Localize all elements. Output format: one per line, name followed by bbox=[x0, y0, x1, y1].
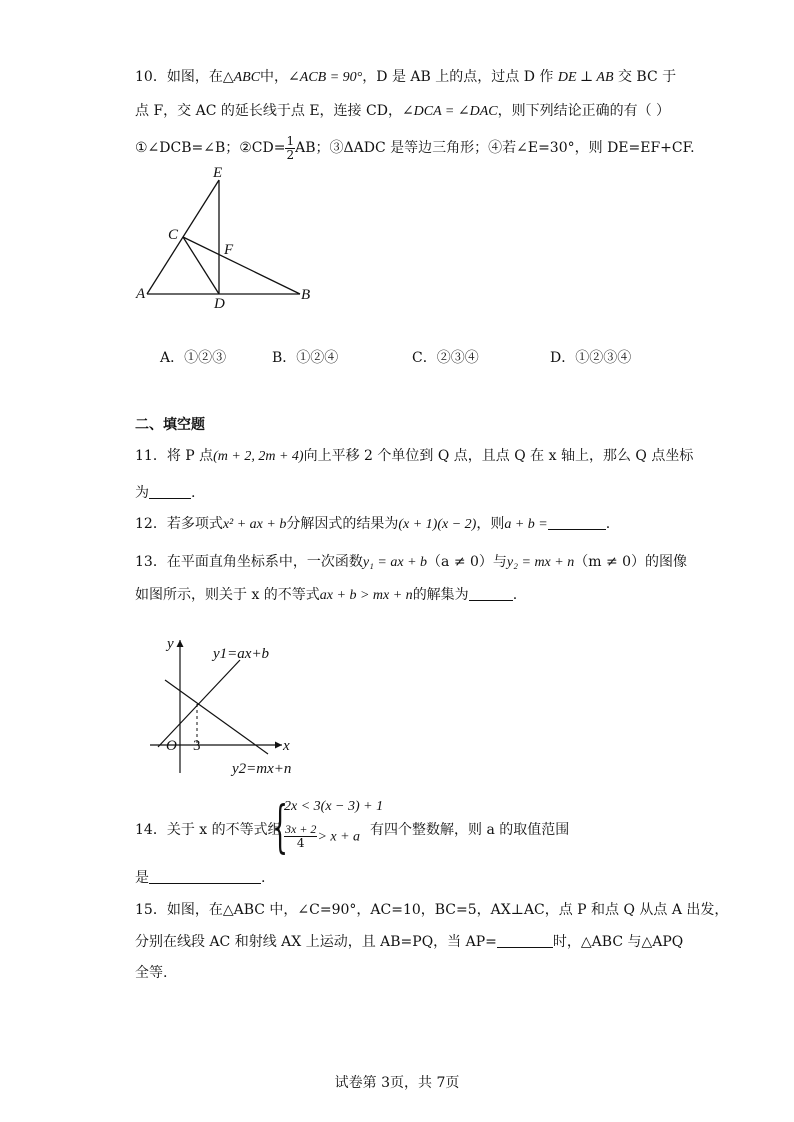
q15-line3: 全等. bbox=[135, 965, 168, 981]
q12-blank[interactable] bbox=[548, 515, 606, 530]
q15-blank[interactable] bbox=[497, 933, 553, 948]
q13-text: . bbox=[512, 587, 518, 603]
q12-text: . bbox=[605, 516, 611, 532]
q11-text: 向上平移 2 个单位到 Q 点，且点 Q 在 x 轴上，那么 Q 点坐标 bbox=[303, 448, 694, 464]
q15-line2 bbox=[135, 932, 683, 952]
q12-line bbox=[135, 514, 610, 535]
label-F: F bbox=[224, 242, 234, 258]
q10-triangle: △ABC bbox=[222, 70, 261, 85]
y2-label: y2=mx+n bbox=[232, 761, 292, 777]
q10-perp: DE ⊥ AB bbox=[557, 70, 614, 85]
q10-angle: ∠ACB = 90° bbox=[288, 70, 363, 85]
label-B: B bbox=[301, 287, 311, 303]
q13-text: （a ≠ 0）与 bbox=[427, 554, 507, 570]
q15-text: 分别在线段 AC 和射线 AX 上运动，且 AB=PQ，当 AP= bbox=[135, 934, 497, 950]
q12-factor: (x + 1)(x − 2) bbox=[398, 517, 477, 532]
q14-text: . bbox=[261, 870, 266, 886]
page-footer: 试卷第 3页，共 7页 bbox=[334, 1075, 460, 1091]
q12-text: ，则 bbox=[476, 516, 505, 532]
q11-point: (m + 2, 2m + 4) bbox=[213, 449, 304, 464]
q15-text: 时，△ABC 与△APQ bbox=[552, 934, 684, 950]
option-label: D． bbox=[550, 350, 576, 366]
q14-ineq2 bbox=[284, 823, 360, 850]
q11-text: 11．将 P 点 bbox=[135, 448, 214, 464]
q10-fraction bbox=[285, 135, 295, 162]
q14-ineq1: 2x < 3(x − 3) + 1 bbox=[284, 799, 384, 814]
q10-text: 如图，在 bbox=[166, 69, 223, 85]
tick-3: 3 bbox=[193, 738, 201, 754]
option-value: ①②③④ bbox=[575, 350, 632, 366]
q11-line1 bbox=[135, 446, 693, 467]
q10-number: 10． bbox=[135, 69, 167, 85]
option-b bbox=[272, 347, 338, 367]
origin-label: O bbox=[166, 738, 177, 754]
option-value: ①②④ bbox=[296, 350, 339, 366]
option-label: A． bbox=[160, 350, 185, 366]
q10-text: 点 F，交 AC 的延长线于点 E，连接 CD， bbox=[135, 103, 402, 119]
q14-line1 bbox=[135, 820, 282, 840]
section-title: 二、填空题 bbox=[135, 417, 205, 433]
q10-text: ①∠DCB=∠B；②CD= bbox=[135, 140, 286, 156]
option-a bbox=[160, 347, 226, 367]
q10-text: 中， bbox=[260, 69, 289, 85]
q12-poly: x² + ax + b bbox=[222, 517, 287, 532]
frac-num: 1 bbox=[286, 133, 295, 148]
q14-brace: { bbox=[272, 795, 289, 860]
option-d bbox=[550, 347, 631, 367]
label-C: C bbox=[168, 227, 179, 243]
q10-line1 bbox=[135, 67, 676, 88]
option-c bbox=[412, 347, 479, 367]
axis-y-label: y bbox=[167, 636, 174, 652]
q10-text: 交 BC 于 bbox=[617, 69, 677, 85]
q10-statements bbox=[135, 134, 695, 162]
q10-text: ，则下列结论正确的有（ ） bbox=[497, 103, 671, 119]
frac-den: 2 bbox=[286, 147, 295, 162]
q11-text: . bbox=[191, 485, 196, 501]
q11-blank[interactable] bbox=[149, 484, 191, 499]
q14-fraction bbox=[284, 823, 317, 850]
q15-line1: 15．如图，在△ABC 中，∠C=90°，AC=10，BC=5，AX⊥AC，点 P 和点 Q 从点 A 出发， bbox=[135, 902, 729, 918]
label-E: E bbox=[213, 165, 223, 181]
q14-ineq2-rest: > x + a bbox=[317, 829, 361, 845]
q13-text: 13．在平面直角坐标系中，一次函数 bbox=[135, 554, 363, 570]
q14-blank[interactable] bbox=[149, 869, 261, 884]
q14-text: 14．关于 x 的不等式组 bbox=[135, 822, 282, 838]
option-value: ②③④ bbox=[436, 350, 479, 366]
q10-text: ，D 是 AB 上的点，过点 D 作 bbox=[362, 69, 554, 85]
option-label: B． bbox=[272, 350, 297, 366]
q12-text: 分解因式的结果为 bbox=[286, 516, 399, 532]
q10-figure bbox=[130, 162, 330, 312]
q13-line2 bbox=[135, 585, 517, 606]
y1-label: y1=ax+b bbox=[213, 646, 270, 662]
q10-text: AB；③ΔADC 是等边三角形；④若∠E=30°，则 DE=EF+CF. bbox=[295, 140, 695, 156]
axis-x-label: x bbox=[283, 738, 290, 754]
q14-line1b bbox=[370, 820, 569, 840]
q12-expr: a + b = bbox=[504, 517, 548, 532]
q13-text: 的解集为 bbox=[412, 587, 469, 603]
q14-text: 有四个整数解，则 a 的取值范围 bbox=[370, 822, 570, 838]
q12-text: 12．若多项式 bbox=[135, 516, 223, 532]
q11-line2 bbox=[135, 483, 195, 503]
frac-den: 4 bbox=[296, 836, 305, 850]
q10-line2 bbox=[135, 101, 670, 122]
q14-line2 bbox=[135, 868, 265, 888]
q13-y1: y₁ = ax + b bbox=[362, 555, 428, 570]
option-value: ①②③ bbox=[184, 350, 227, 366]
label-A: A bbox=[136, 286, 146, 302]
q11-text: 为 bbox=[135, 485, 149, 501]
q13-blank[interactable] bbox=[469, 586, 513, 601]
q13-text: 如图所示，则关于 x 的不等式 bbox=[135, 587, 320, 603]
label-D: D bbox=[214, 296, 225, 312]
q13-y2: y₂ = mx + n bbox=[506, 555, 575, 570]
q10-angle-eq: ∠DCA = ∠DAC bbox=[401, 104, 498, 119]
q13-text: （m ≠ 0）的图像 bbox=[574, 554, 688, 570]
q13-ineq: ax + b > mx + n bbox=[319, 588, 413, 603]
q13-line1 bbox=[135, 552, 687, 573]
option-label: C． bbox=[412, 350, 437, 366]
q13-graph bbox=[145, 632, 315, 782]
frac-num: 3x + 2 bbox=[285, 822, 317, 836]
q14-text: 是 bbox=[135, 870, 149, 886]
